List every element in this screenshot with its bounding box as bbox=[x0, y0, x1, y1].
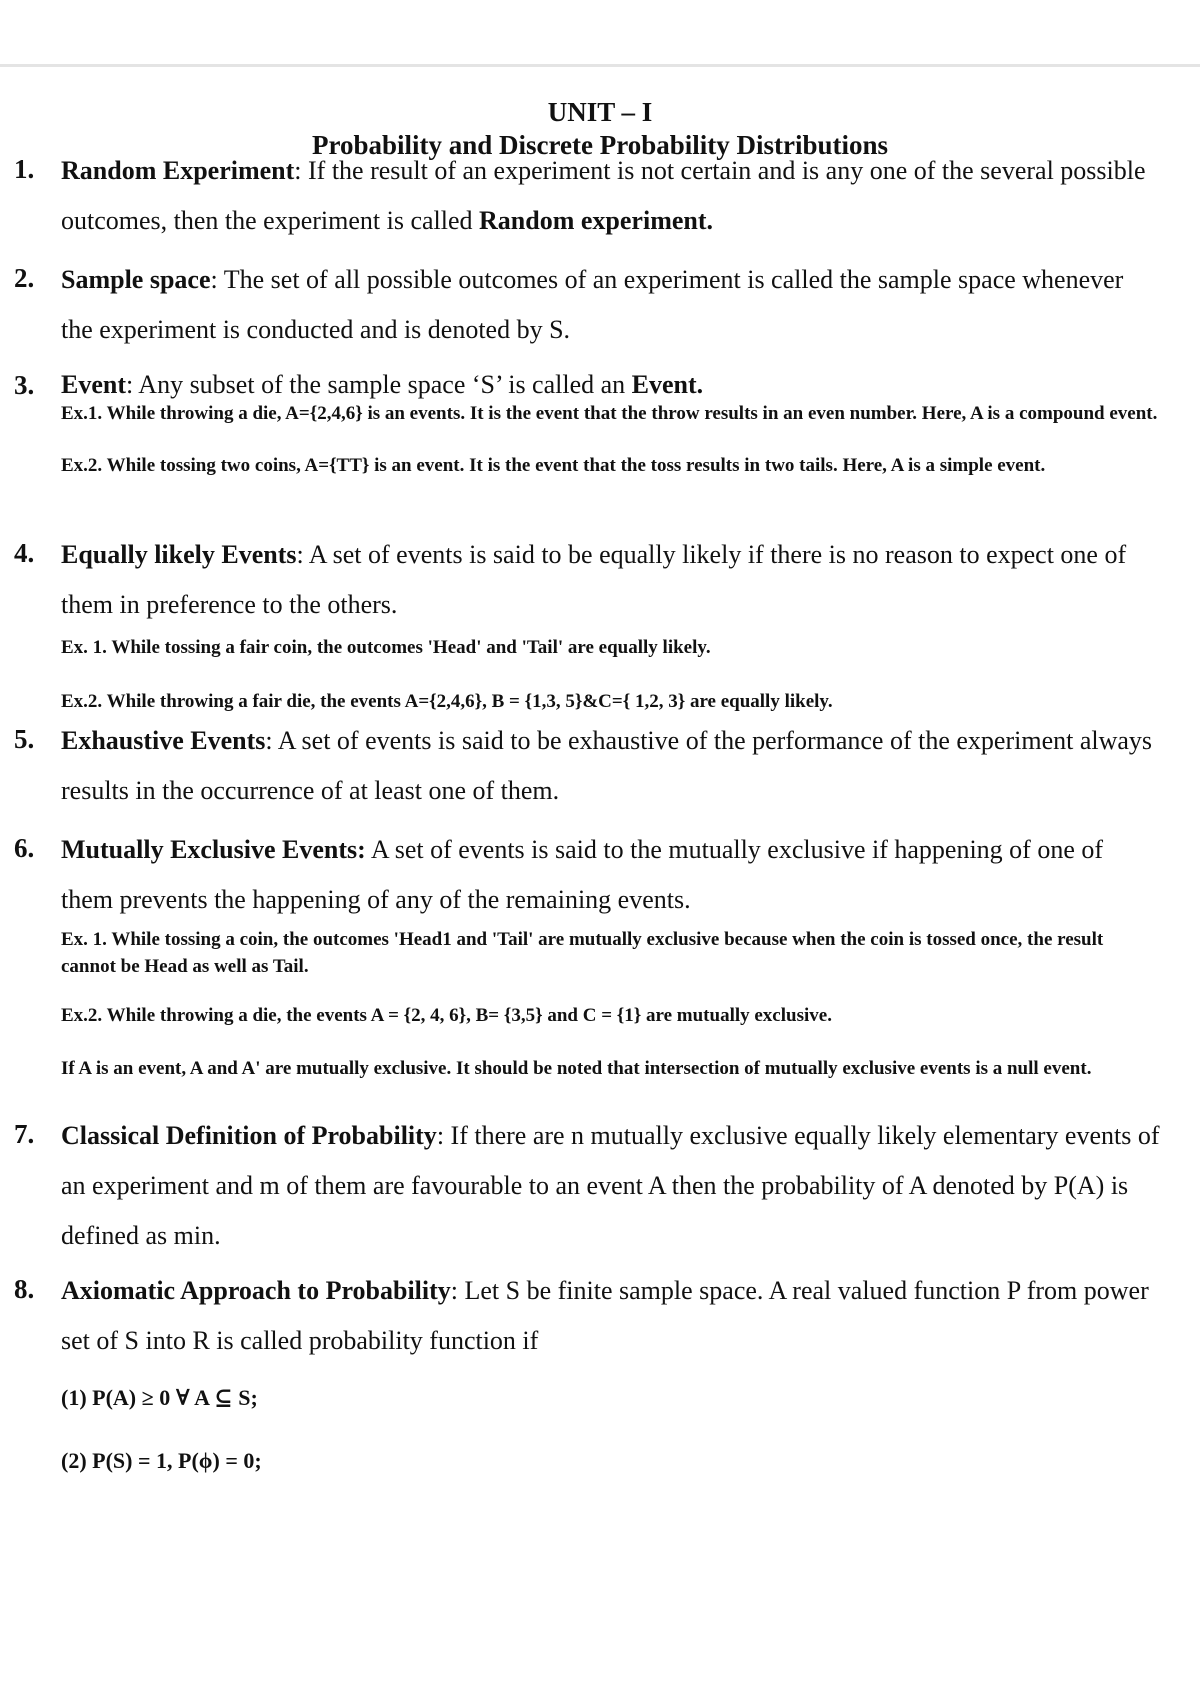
item-term: Random Experiment bbox=[61, 156, 295, 185]
item-term: Axiomatic Approach to Probability bbox=[61, 1276, 451, 1305]
item-term: Mutually Exclusive Events: bbox=[61, 835, 366, 864]
item-number: 1. bbox=[14, 154, 35, 184]
item-body bbox=[61, 146, 1161, 246]
item-number: 8. bbox=[14, 1274, 35, 1304]
item-term: Classical Definition of Probability bbox=[61, 1121, 437, 1150]
item-text: : Any subset of the sample space ‘S’ is called an bbox=[126, 370, 632, 399]
example-text: Ex.2. While throwing a die, the events A = {2, 4, 6}, B= {3,5} and C = {1} are mutually exclusive. bbox=[61, 1005, 832, 1026]
item-text: A set of events is said to the mutually exclusive if happening of one of them prevents the happening of any of the remaining events. bbox=[61, 835, 1104, 914]
example-text: Ex. 1. While tossing a fair coin, the outcomes 'Head' and 'Tail' are equally likely. bbox=[61, 637, 711, 658]
item-term: Exhaustive Events bbox=[61, 726, 266, 755]
item-text: : If the result of an experiment is not certain and is any one of the several possible outcomes, then the experiment is called bbox=[61, 156, 1146, 235]
item-text: : The set of all possible outcomes of an experiment is called the sample space whenever the experiment is conducted and is denoted by S. bbox=[61, 265, 1124, 344]
item-text: : Let S be finite sample space. A real valued function P from power set of S into R is called probability function if bbox=[61, 1276, 1149, 1355]
top-bar bbox=[0, 0, 1200, 67]
item-term: Equally likely Events bbox=[61, 540, 297, 569]
item-text: : If there are n mutually exclusive equally likely elementary events of an experiment and m of them are favourable to an event A then the probability of A denoted by P(A) is defined as min. bbox=[61, 1121, 1160, 1250]
note-text: If A is an event, A and A' are mutually exclusive. It should be noted that intersection of mutually exclusive events is a null event. bbox=[61, 1058, 1092, 1079]
example-text: Ex. 1. While tossing a coin, the outcomes 'Head1 and 'Tail' are mutually exclusive because when the coin is tossed once, the result cannot be Head as well as Tail. bbox=[61, 929, 1104, 977]
item-body bbox=[61, 255, 1161, 355]
item-term: Sample space bbox=[61, 265, 211, 294]
item-number: 4. bbox=[14, 538, 35, 568]
item-body bbox=[61, 1111, 1161, 1261]
item-number: 3. bbox=[14, 370, 35, 400]
item-term: Event bbox=[61, 370, 126, 399]
item-term-tail: Event. bbox=[631, 370, 704, 399]
item-body bbox=[61, 530, 1161, 630]
item-number: 5. bbox=[14, 724, 35, 754]
item-number: 6. bbox=[14, 833, 35, 863]
item-term-tail: Random experiment. bbox=[479, 206, 714, 235]
item-text: : A set of events is said to be exhaustive of the performance of the experiment always results in the occurrence of at least one of them. bbox=[61, 726, 1153, 805]
item-body bbox=[61, 1266, 1161, 1366]
axiom-1: (1) P(A) ≥ 0 ∀ A ⊆ S; bbox=[61, 1385, 258, 1410]
axiom-2: (2) P(S) = 1, P(ϕ) = 0; bbox=[61, 1448, 262, 1473]
item-number: 2. bbox=[14, 263, 35, 293]
example-text: Ex.2. While throwing a fair die, the events A={2,4,6}, B = {1,3, 5}&C={ 1,2, 3} are equally likely. bbox=[61, 691, 833, 712]
item-body bbox=[61, 825, 1161, 925]
item-text: : A set of events is said to be equally likely if there is no reason to expect one of them in preference to the others. bbox=[61, 540, 1127, 619]
item-number: 7. bbox=[14, 1119, 35, 1149]
unit-title: UNIT – I bbox=[547, 97, 653, 127]
document-page bbox=[0, 67, 1200, 1698]
document-title: Probability and Discrete Probability Distributions bbox=[311, 130, 889, 160]
example-text: Ex.1. While throwing a die, A={2,4,6} is an events. It is the event that the throw results in an even number. Here, A is a compound event. bbox=[61, 403, 1158, 424]
example-text: Ex.2. While tossing two coins, A={TT} is an event. It is the event that the toss results in two tails. Here, A is a simple event. bbox=[61, 455, 1046, 476]
item-body bbox=[61, 370, 1161, 400]
item-body bbox=[61, 716, 1161, 816]
